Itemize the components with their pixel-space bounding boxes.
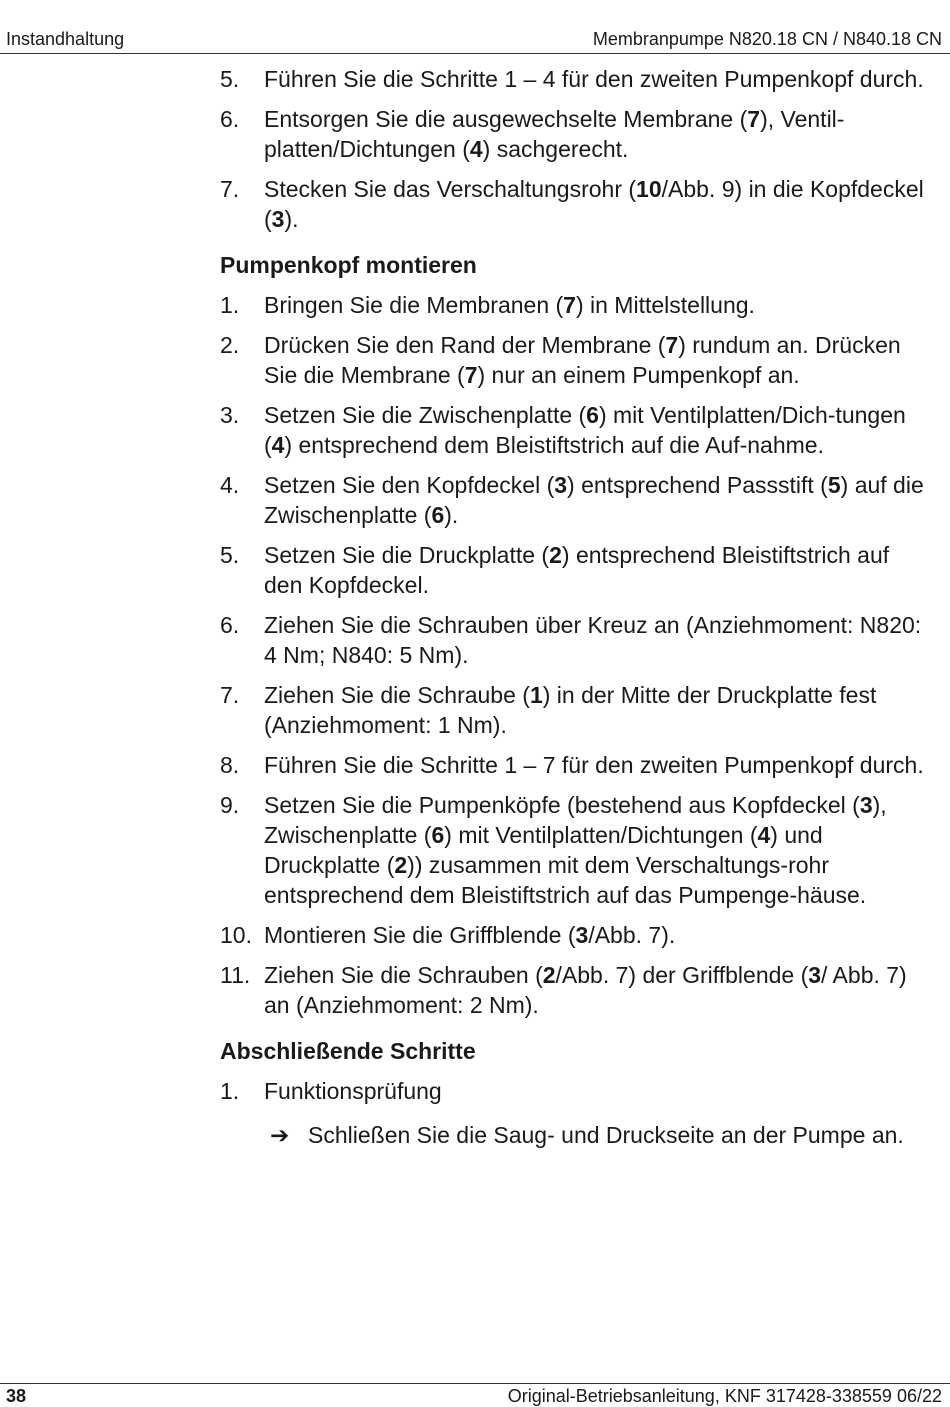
step-text: [264, 472, 924, 528]
text-fragment: Setzen Sie die Zwischenplatte (: [264, 402, 587, 428]
footer-divider: [0, 1383, 950, 1384]
step-number: 9.: [220, 792, 240, 818]
reference-number: 10: [636, 176, 662, 202]
step-text: [264, 1078, 442, 1104]
text-fragment: ) und Druckplatte (: [264, 822, 823, 878]
result-instruction: [220, 1120, 932, 1150]
reference-number: 7: [563, 292, 576, 318]
text-fragment: ) mit Ventilplatten/Dich-tungen (: [264, 402, 906, 458]
step-text: [264, 682, 876, 738]
reference-number: 4: [469, 136, 483, 162]
footer-document-reference: Original-Betriebsanleitung, KNF 317428-338559 06/22: [507, 1386, 942, 1406]
text-fragment: / Abb. 7) an (Anziehmoment: 2 Nm).: [264, 962, 907, 1018]
step-text: [264, 176, 924, 232]
text-fragment: Setzen Sie den Kopfdeckel (: [264, 472, 555, 498]
step-text: [264, 922, 675, 948]
step-number: 6.: [220, 612, 240, 638]
reference-number: 7: [464, 362, 478, 388]
step-text: [264, 752, 924, 778]
text-fragment: ) in Mittelstellung.: [575, 292, 755, 318]
reference-number: 4: [757, 822, 771, 848]
text-fragment: Setzen Sie die Druckplatte (: [264, 542, 550, 568]
arrow-right-icon: ➔: [270, 1122, 290, 1148]
reference-number: 7: [665, 332, 679, 358]
text-fragment: )) zusammen mit dem Verschaltungs-rohr entsprechend dem Bleistiftstrich auf das Pumpenge-häuse.: [264, 852, 867, 908]
header-section-title: Instandhaltung: [6, 29, 125, 49]
text-fragment: Funktionsprüfung: [264, 1078, 442, 1104]
step-text: [264, 542, 889, 598]
list-item: [220, 920, 932, 950]
text-fragment: Montieren Sie die Griffblende (: [264, 922, 576, 948]
text-fragment: ).: [284, 206, 299, 232]
text-fragment: Setzen Sie die Pumpenköpfe (bestehend aus Kopfdeckel (: [264, 792, 860, 818]
reference-number: 6: [431, 502, 445, 528]
list-item: [220, 680, 932, 740]
step-list-continued: [220, 64, 932, 234]
text-fragment: /Abb. 9) in die Kopfdeckel (: [264, 176, 924, 232]
step-text: [264, 332, 901, 388]
list-item: [220, 790, 932, 910]
reference-number: 5: [827, 472, 841, 498]
reference-number: 1: [529, 682, 543, 708]
page-content: [220, 64, 932, 1150]
text-fragment: ) entsprechend Bleistiftstrich auf den Kopfdeckel.: [264, 542, 890, 598]
text-fragment: ) mit Ventilplatten/Dichtungen (: [444, 822, 758, 848]
text-fragment: ) sachgerecht.: [482, 136, 629, 162]
step-text: [264, 402, 906, 458]
step-number: 3.: [220, 402, 240, 428]
list-item: [220, 540, 932, 600]
step-number: 5.: [220, 542, 240, 568]
heading-pumpenkopf-montieren: Pumpenkopf montieren: [220, 252, 477, 278]
list-item: [220, 750, 932, 780]
reference-number: 2: [394, 852, 408, 878]
step-number: 5.: [220, 66, 240, 92]
list-item: [220, 330, 932, 390]
text-fragment: Entsorgen Sie die ausgewechselte Membrane (: [264, 106, 748, 132]
list-item: [220, 400, 932, 460]
step-text: [264, 612, 921, 668]
list-item: [220, 470, 932, 530]
step-number: 2.: [220, 332, 240, 358]
list-item: [220, 960, 932, 1020]
text-fragment: ) rundum an. Drücken Sie die Membrane (: [264, 332, 901, 388]
text-fragment: ) entsprechend dem Bleistiftstrich auf die Auf-nahme.: [284, 432, 824, 458]
step-number: 7.: [220, 176, 240, 202]
step-list-pumpenkopf-montieren: [220, 290, 932, 1020]
reference-number: 6: [431, 822, 445, 848]
text-fragment: ) auf die Zwischenplatte (: [264, 472, 924, 528]
step-number: 4.: [220, 472, 240, 498]
reference-number: 3: [575, 922, 589, 948]
text-fragment: ) in der Mitte der Druckplatte fest (Anziehmoment: 1 Nm).: [264, 682, 877, 738]
step-number: 10.: [220, 922, 252, 948]
reference-number: 4: [271, 432, 285, 458]
result-text: Schließen Sie die Saug- und Druckseite an der Pumpe an.: [308, 1122, 904, 1148]
list-item: [220, 174, 932, 234]
step-text: [264, 66, 924, 92]
text-fragment: ), Ventil-platten/Dichtungen (: [264, 106, 845, 162]
step-number: 6.: [220, 106, 240, 132]
step-text: [264, 962, 907, 1018]
step-number: 8.: [220, 752, 240, 778]
page-number: 38: [6, 1386, 27, 1406]
list-item: [220, 1076, 932, 1106]
text-fragment: Führen Sie die Schritte 1 – 7 für den zweiten Pumpenkopf durch.: [264, 752, 924, 778]
reference-number: 3: [859, 792, 873, 818]
text-fragment: ) entsprechend Passstift (: [567, 472, 828, 498]
text-fragment: Bringen Sie die Membranen (: [264, 292, 564, 318]
text-fragment: Führen Sie die Schritte 1 – 4 für den zweiten Pumpenkopf durch.: [264, 66, 924, 92]
list-item: [220, 290, 932, 320]
text-fragment: Stecken Sie das Verschaltungsrohr (: [264, 176, 637, 202]
header-divider: [0, 53, 950, 54]
text-fragment: /Abb. 7).: [588, 922, 676, 948]
list-item: [220, 64, 932, 94]
step-number: 11.: [220, 962, 251, 988]
reference-number: 2: [542, 962, 556, 988]
step-number: 1.: [220, 1078, 240, 1104]
reference-number: 2: [549, 542, 562, 568]
text-fragment: ).: [444, 502, 459, 528]
text-fragment: Drücken Sie den Rand der Membrane (: [264, 332, 666, 358]
step-text: [264, 106, 844, 162]
step-text: [264, 292, 755, 318]
heading-abschliessende-schritte: Abschließende Schritte: [220, 1038, 476, 1064]
reference-number: 6: [586, 402, 599, 428]
header-document-title: Membranpumpe N820.18 CN / N840.18 CN: [592, 29, 942, 49]
text-fragment: Ziehen Sie die Schrauben über Kreuz an (Anziehmoment: N820: 4 Nm; N840: 5 Nm).: [264, 612, 922, 668]
text-fragment: /Abb. 7) der Griffblende (: [555, 962, 809, 988]
reference-number: 3: [808, 962, 822, 988]
reference-number: 7: [747, 106, 761, 132]
step-text: [264, 792, 887, 908]
text-fragment: Ziehen Sie die Schrauben (: [264, 962, 543, 988]
list-item: [220, 104, 932, 164]
text-fragment: Ziehen Sie die Schraube (: [264, 682, 530, 708]
step-number: 7.: [220, 682, 240, 708]
list-item: [220, 610, 932, 670]
step-number: 1.: [220, 292, 240, 318]
text-fragment: ) nur an einem Pumpenkopf an.: [477, 362, 800, 388]
text-fragment: ), Zwischenplatte (: [264, 792, 887, 848]
reference-number: 3: [554, 472, 568, 498]
reference-number: 3: [271, 206, 285, 232]
step-list-abschliessende-schritte: [220, 1076, 932, 1106]
